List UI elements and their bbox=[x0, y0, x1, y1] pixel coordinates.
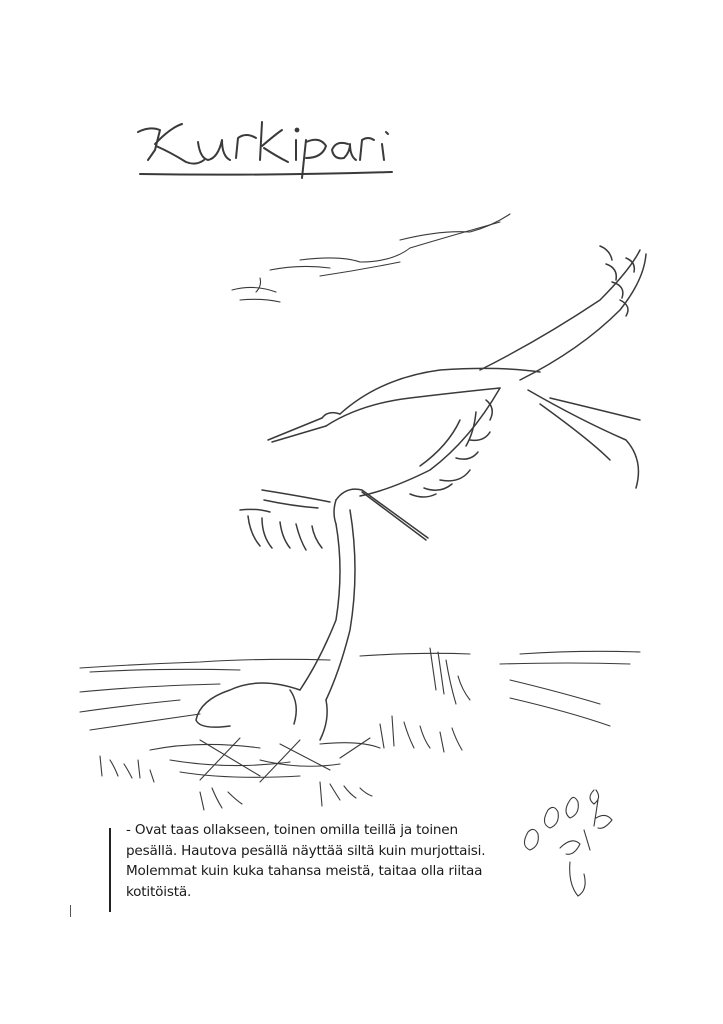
sky-strokes bbox=[232, 214, 510, 302]
caption-line: kotitöistä. bbox=[126, 883, 192, 900]
caption-line: - Ovat taas ollakseen, toinen omilla teillä ja toinen bbox=[126, 822, 458, 838]
caption-bar bbox=[109, 828, 111, 912]
signature-mark bbox=[524, 790, 612, 896]
margin-tick bbox=[70, 905, 71, 917]
nesting-crane bbox=[196, 489, 428, 740]
nest-grass bbox=[100, 716, 462, 810]
caption-line: Molemmat kuin kuka tahansa meistä, taitaa olla riitaa bbox=[126, 863, 483, 880]
flying-crane bbox=[268, 246, 646, 497]
caption bbox=[126, 820, 526, 902]
title-lettering bbox=[138, 122, 392, 178]
horizon-field bbox=[80, 648, 640, 730]
caption-line: pesällä. Hautova pesällä näyttää siltä kuin murjottaisi. bbox=[126, 842, 486, 859]
